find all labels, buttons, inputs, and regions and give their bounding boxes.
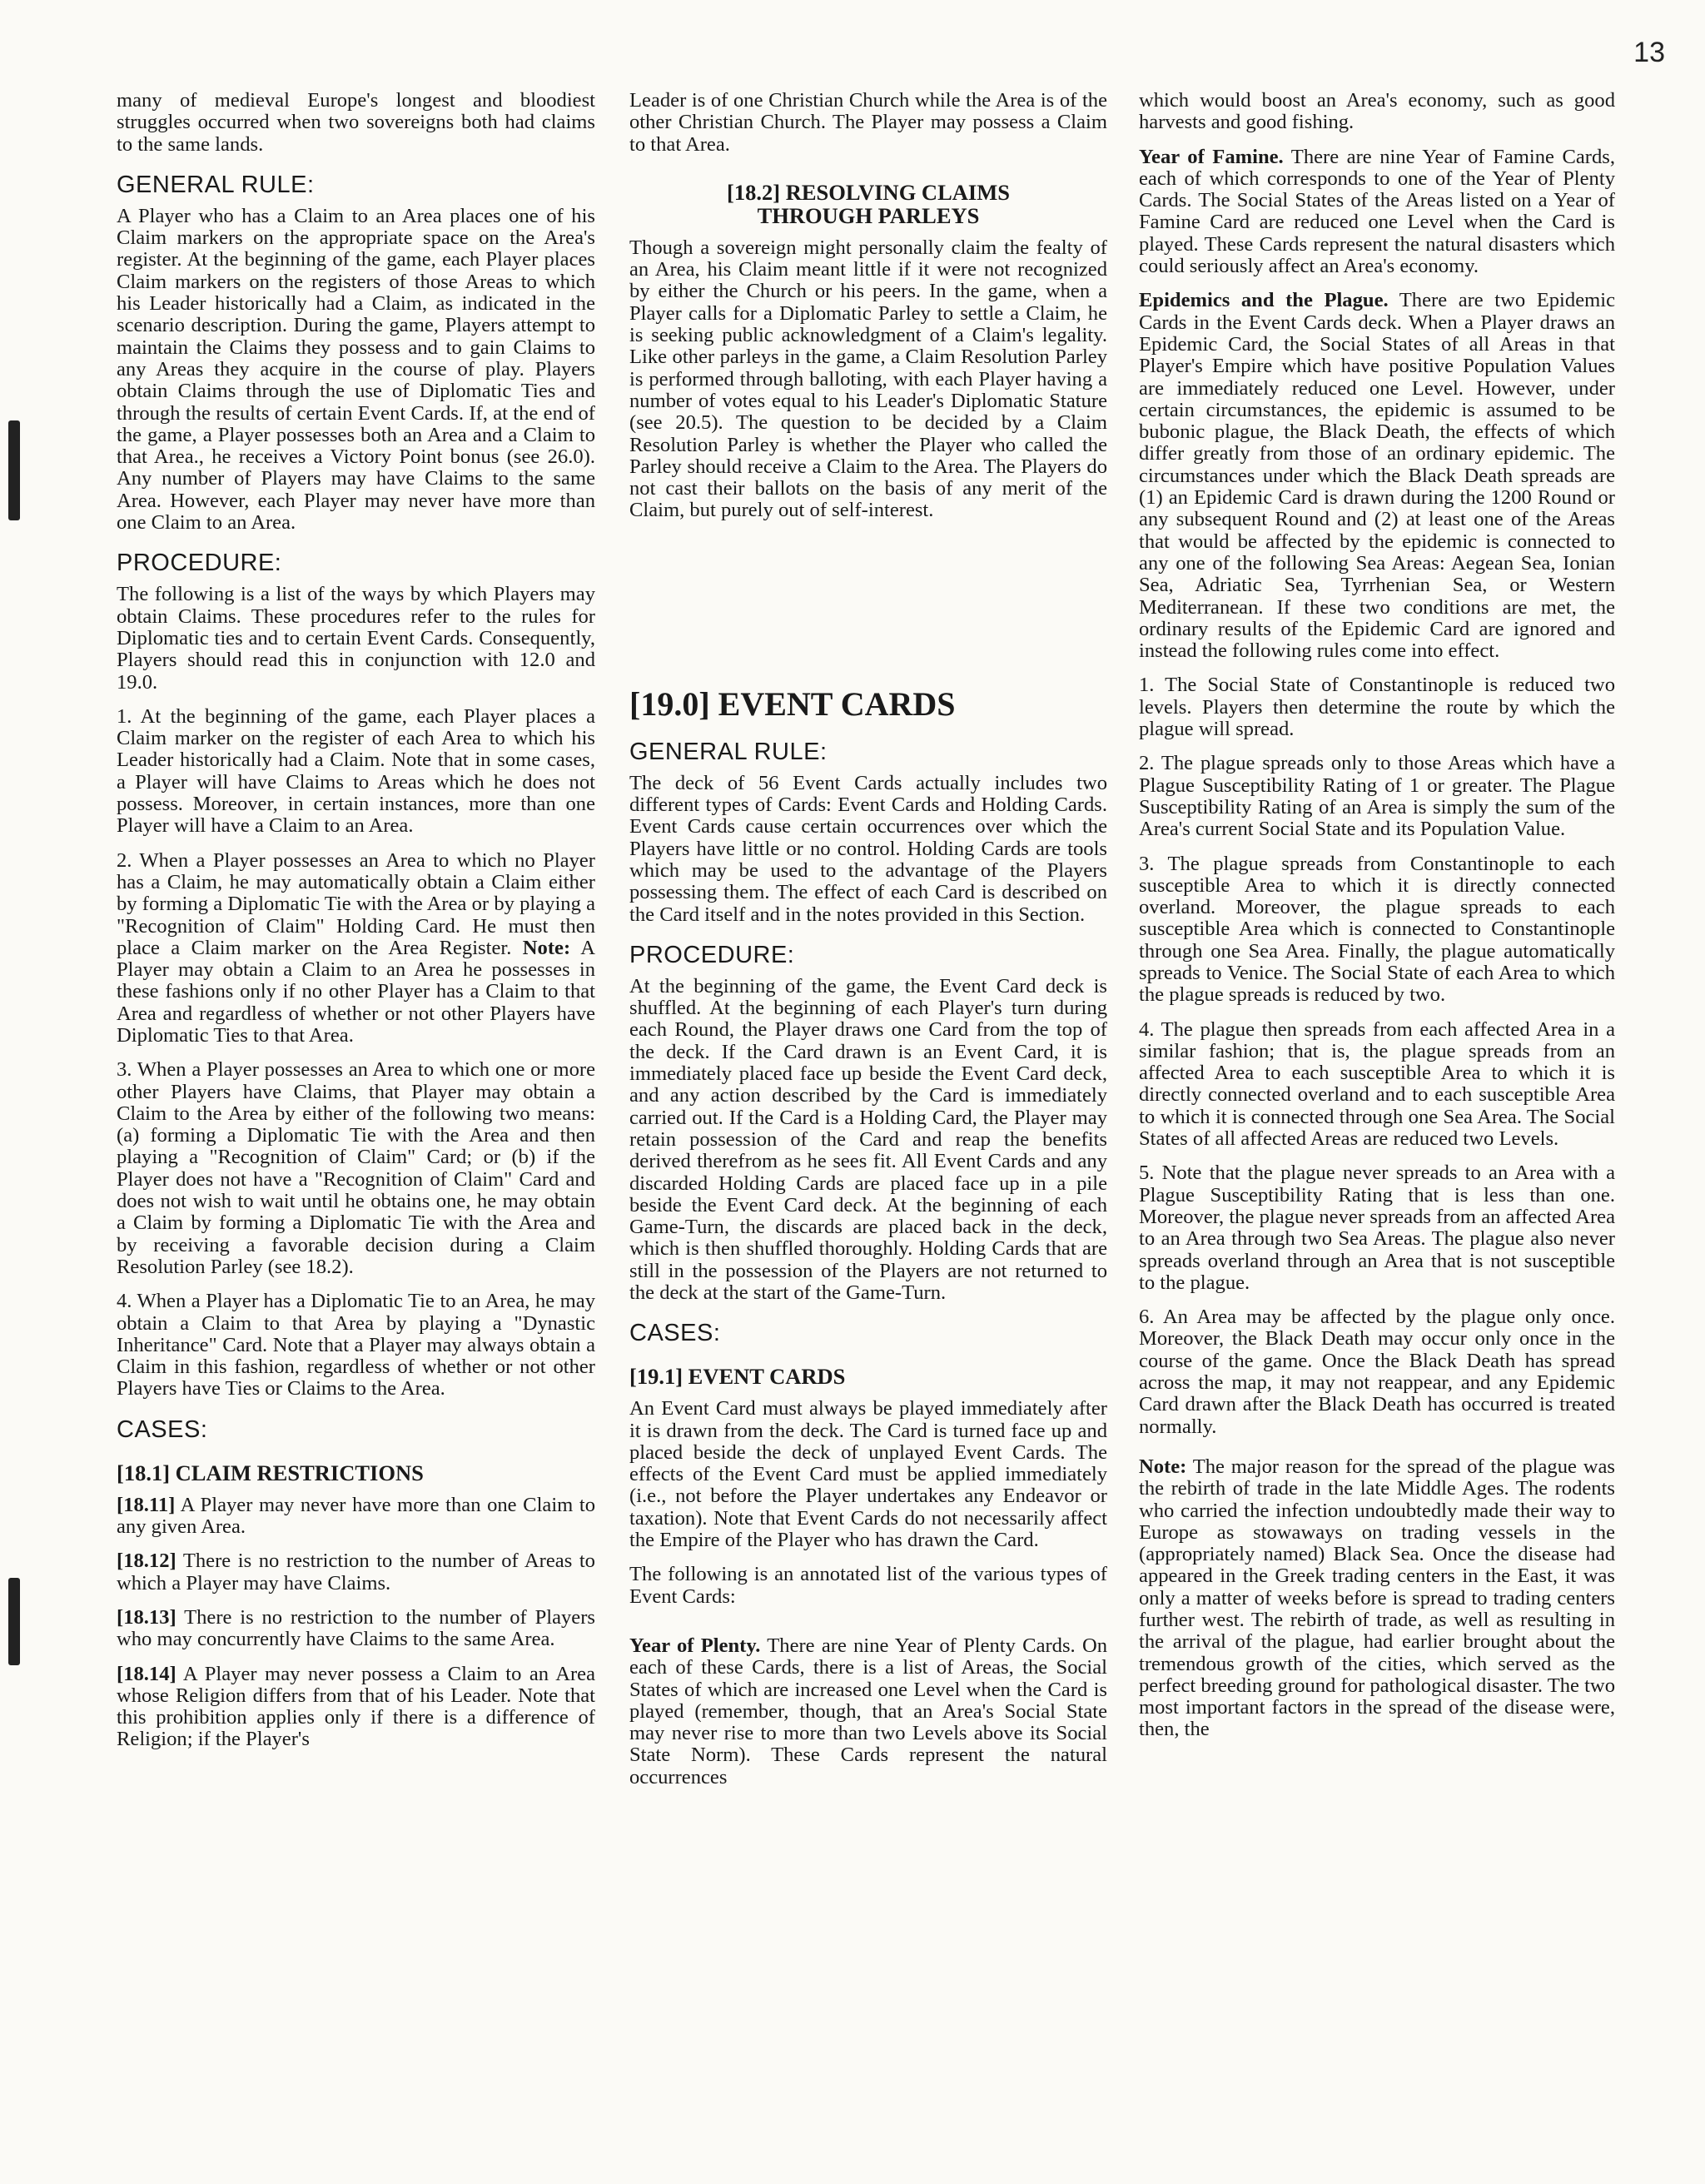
column-1 (117, 90, 595, 2155)
procedure-item-4: 4. When a Player has a Diplomatic Tie to an Area, he may obtain a Claim to that Area by playing a "Dynastic Inheritance" Card. Note that a Player may always obtain a Claim in this fashion, regardless of whether or not other Players have Ties or Claims to the Area. (117, 1290, 595, 1400)
list-intro: The following is an annotated list of the various types of Event Cards: (629, 1563, 1107, 1608)
entry-title: Year of Plenty. (629, 1634, 761, 1657)
procedure-text: The following is a list of the ways by which Players may obtain Claims. These procedures refer to the rules for Diplomatic ties and to certain Event Cards. Consequently, Players should read this in conjunction with 12.0 and 19.0. (117, 583, 595, 694)
year-of-plenty (629, 1635, 1107, 1788)
case-text: A Player may never possess a Claim to an Area whose Religion differs from that of his Leader. Note that this prohibition applies only if there is a difference of Religion; if the Player's (117, 1662, 595, 1751)
procedure-item-2-text-b: A Player may obtain a Claim to an Area he possesses in these fashions only if no other Player has a Claim to that Area and regardless of whether or not other Players have Diplomatic Ties to that Area. (117, 936, 595, 1047)
procedure-item-2 (117, 850, 595, 1047)
column-3 (1139, 90, 1615, 2155)
general-rule-text: A Player who has a Claim to an Area places one of his Claim markers on the appropriate space on the Area's register. At the beginning of the game, each Player places Claim markers on the registers of those Areas to which his Leader historically had a Claim, as indicated in the scenario description. During the game, Players attempt to maintain the Claims they possess and to gain Claims to any Areas they acquire in the course of play. Players obtain Claims through the use of Diplomatic Ties and through the results of certain Event Cards. If, at the end of the game, a Player possesses both an Area and a Claim to that Area., he receives a Victory Point bonus (see 26.0). Any number of Players may have Claims to the same Area. However, each Player may never have more than one Claim to an Area. (117, 204, 595, 535)
case-18-14 (117, 1664, 595, 1751)
case-number: [18.14] (117, 1662, 176, 1685)
plague-note (1139, 1456, 1615, 1741)
section-number: [19.0] (629, 684, 710, 723)
note-label: Note: (522, 936, 571, 959)
plague-rule-4: 4. The plague then spreads from each affected Area in a similar fashion; that is, the plague spreads from an affected Area to each susceptible Area to which it is directly connected overland and to each susceptible Area to which it is connected through one Sea Area. The Social States of all affected Areas are reduced two Levels. (1139, 1017, 1615, 1151)
case-19-1-heading: [19.1] EVENT CARDS (629, 1364, 846, 1390)
general-rule-text: The deck of 56 Event Cards actually includes two different types of Cards: Event Cards and Holding Cards. Event Cards cause certain occurrences over which the Players have little or no control. Holding Cards are tools which may be used to the advantage of the Players possessing them. The effect of each Card is described on the Card itself and in the notes provided in this Section. (629, 771, 1107, 926)
plague-rule-2: 2. The plague spreads only to those Areas which have a Plague Susceptibility Rating of 1 or greater. The Plague Susceptibility Rating of an Area is simply the sum of the Area's current Social State and its Population Value. (1139, 752, 1615, 841)
procedure-heading: PROCEDURE: (629, 941, 795, 968)
year-of-famine (1139, 147, 1615, 278)
procedure-item-1: 1. At the beginning of the game, each Player places a Claim marker on the register of each Area to which his Leader historically had a Claim. Note that in some cases, a Player will have Claims to Areas which he does not possess. Moreover, in certain instances, more than one Player will have a Claim to an Area. (117, 704, 595, 838)
cases-heading: CASES: (629, 1320, 721, 1347)
cases-heading: CASES: (117, 1415, 208, 1443)
entry-title: Year of Famine. (1139, 145, 1284, 168)
epidemics-and-plague (1139, 290, 1615, 662)
plague-rule-5: 5. Note that the plague never spreads to an Area with a Plague Susceptibility Rating that is less than one. Moreover, the plague never spreads from an affected Area to an Area through two Sea Areas. The plague also never spreads overland through an Area that is not susceptible to the plague. (1139, 1162, 1615, 1294)
section-title: EVENT CARDS (718, 684, 956, 723)
case-18-13 (117, 1607, 595, 1651)
entry-title: Epidemics and the Plague. (1139, 289, 1389, 312)
plague-rule-1: 1. The Social State of Constantinople is reduced two levels. Players then determine the route by which the plague will spread. (1139, 674, 1615, 741)
continued-paragraph: which would boost an Area's economy, such as good harvests and good fishing. (1139, 90, 1615, 134)
procedure-text: At the beginning of the game, the Event Card deck is shuffled. At the beginning of each Player's turn during each Round, the Player draws one Card from the top of the deck. If the Card drawn is an Event Card, it is immediately placed face up beside the Event Card deck, and any action described by the Card is immediately carried out. If the Card is a Holding Card, the Player may retain possession of the Card and reap the benefits derived therefrom as he sees fit. All Event Cards and any discarded Holding Cards are placed face up in a pile beside the Event Card deck. At the beginning of each Game-Turn, the discards are placed back in the deck, which is then shuffled thoroughly. Holding Cards that are still in the possession of the Players are not returned to the deck at the start of the Game-Turn. (629, 974, 1107, 1304)
entry-text: There are nine Year of Plenty Cards. On each of these Cards, there is a list of Areas, the Social States of which are increased one Level when the Card is played (remember, though, that an Area's Social State may never rise to more than two Levels above its Social State Norm). These Cards represent the natural occurrences (629, 1634, 1107, 1788)
case-18-11 (117, 1495, 595, 1539)
continued-paragraph: Leader is of one Christian Church while the Area is of the other Christian Church. The Player may possess a Claim to that Area. (629, 90, 1107, 156)
case-18-12 (117, 1550, 595, 1594)
binder-mark-lower (8, 1578, 20, 1665)
heading-line-1: [18.2] RESOLVING CLAIMS (727, 179, 1010, 205)
procedure-item-2-text-a: 2. When a Player possesses an Area to which no Player has a Claim, he may automatically obtain a Claim either by forming a Diplomatic Tie with the Area or by playing a "Recognition of Claim" Holding Card. He must then place a Claim marker on the Area Register. (117, 848, 595, 959)
general-rule-heading: GENERAL RULE: (629, 738, 828, 765)
case-text: A Player may never have more than one Claim to any given Area. (117, 1493, 595, 1539)
intro-paragraph: many of medieval Europe's longest and bloodiest struggles occurred when two sovereigns both had claims to the same lands. (117, 90, 595, 156)
page-number: 13 (1633, 37, 1665, 68)
procedure-item-3: 3. When a Player possesses an Area to which one or more other Players have Claims, that Player may obtain a Claim to the Area by either of the following two means: (a) forming a Diplomatic Tie with the Area and then playing a "Recognition of Claim" Card; or (b) if the Player does not have a "Recognition of Claim" Card and does not wish to wait until he obtains one, he may obtain a Claim by forming a Diplomatic Tie with the Area and by receiving a favorable decision during a Claim Resolution Parley (see 18.2). (117, 1058, 595, 1278)
case-text: There is no restriction to the number of Areas to which a Player may have Claims. (117, 1550, 595, 1594)
spacer (629, 535, 1107, 676)
entry-text: There are two Epidemic Cards in the Event Cards deck. When a Player draws an Epidemic Card, the Social States of all Areas in that Player's Empire which have positive Population Values are immediately reduced one Level. However, under certain circumstances, the epidemic is assumed to be bubonic plague, the Black Death, the effects of which differ greatly from those of an ordinary epidemic. The circumstances under which the Black Death spreads are (1) an Epidemic Card is drawn during the 1200 Round or any subsequent Round and (2) at least one of the Areas that would be affected by the epidemic is connected to any one of the following Sea Areas: Aegean Sea, Ionian Sea, Adriatic Sea, Tyrrhenian Sea, or Western Mediterranean. If these two conditions are met, the ordinary results of the Epidemic Card are ignored and instead the following rules come into effect. (1139, 289, 1615, 663)
plague-rule-6: 6. An Area may be affected by the plague only once. Moreover, the Black Death may occur only once in the course of the game. Once the Black Death has spread across the map, it may not reappear, and any Epidemic Card drawn after the Black Death has occurred is treated normally. (1139, 1306, 1615, 1438)
entry-text: There are nine Year of Famine Cards, each of which corresponds to one of the Year of Plenty Cards. The Social States of the Areas listed on a Year of Famine Card are reduced one Level when the Card is played. These Cards represent the natural disasters which could seriously affect an Area's economy. (1139, 145, 1615, 278)
spacer (629, 1620, 1107, 1635)
binder-mark-upper (8, 420, 20, 520)
case-18-2-heading (629, 181, 1107, 227)
case-18-2-text: Though a sovereign might personally claim the fealty of an Area, his Claim meant little if it were not recognized by either the Church or his peers. In the game, when a Player calls for a Diplomatic Parley to settle a Claim, he is seeking public acknowledgment of a Claim's legality. Like other parleys in the game, a Claim Resolution Parley is performed through balloting, with each Player having a number of votes equal to his Leader's Diplomatic Stature (see 20.5). The question to be decided by a Claim Resolution Parley is whether the Player who called the Parley should receive a Claim to the Area. The Players do not cast their ballots on the basis of any merit of the Claim, but purely out of self-interest. (629, 236, 1107, 522)
procedure-heading: PROCEDURE: (117, 550, 282, 577)
case-text: There is no restriction to the number of Players who may concurrently have Claims to the same Area. (117, 1605, 595, 1651)
plague-rule-3: 3. The plague spreads from Constantinople to each susceptible Area to which it is directly connected overland. Moreover, the plague spreads to each susceptible Area which is connected to Constantinople through one Sea Area. Finally, the plague automatically spreads to Venice. The Social State of each Area to which the plague spreads is reduced by two. (1139, 852, 1615, 1007)
case-number: [18.12] (117, 1550, 176, 1573)
case-number: [18.11] (117, 1493, 176, 1516)
case-18-1-heading: [18.1] CLAIM RESTRICTIONS (117, 1460, 424, 1485)
column-2 (629, 90, 1107, 2155)
section-19-heading (629, 686, 1107, 723)
general-rule-heading: GENERAL RULE: (117, 171, 315, 198)
heading-line-2: THROUGH PARLEYS (757, 202, 980, 228)
case-number: [18.13] (117, 1605, 176, 1629)
note-text: The major reason for the spread of the plague was the rebirth of trade in the late Middle Ages. The rodents who carried the infection undoubtedly made their way to Europe as stowaways on trading vessels in the (appropriately named) Black Sea. Once the disease had appeared in the Greek trading centers in the East, it was only a matter of weeks before is spread to trading centers further west. The rebirth of trade, as well as resulting in the arrival of the plague, had earlier brought about the tremendous growth of the cities, which served as the perfect breeding ground for pathological disaster. The two most important factors in the spread of the disease were, then, the (1139, 1455, 1615, 1741)
case-19-1-text: An Event Card must always be played immediately after it is drawn from the deck. The Card is turned face up and placed beside the deck of unplayed Event Cards. The effects of the Event Card must be applied immediately (i.e., not before the Player undertakes any Endeavor or taxation). Note that Event Cards do not necessarily affect the Empire of the Player who has drawn the Card. (629, 1397, 1107, 1552)
note-label: Note: (1139, 1455, 1187, 1478)
